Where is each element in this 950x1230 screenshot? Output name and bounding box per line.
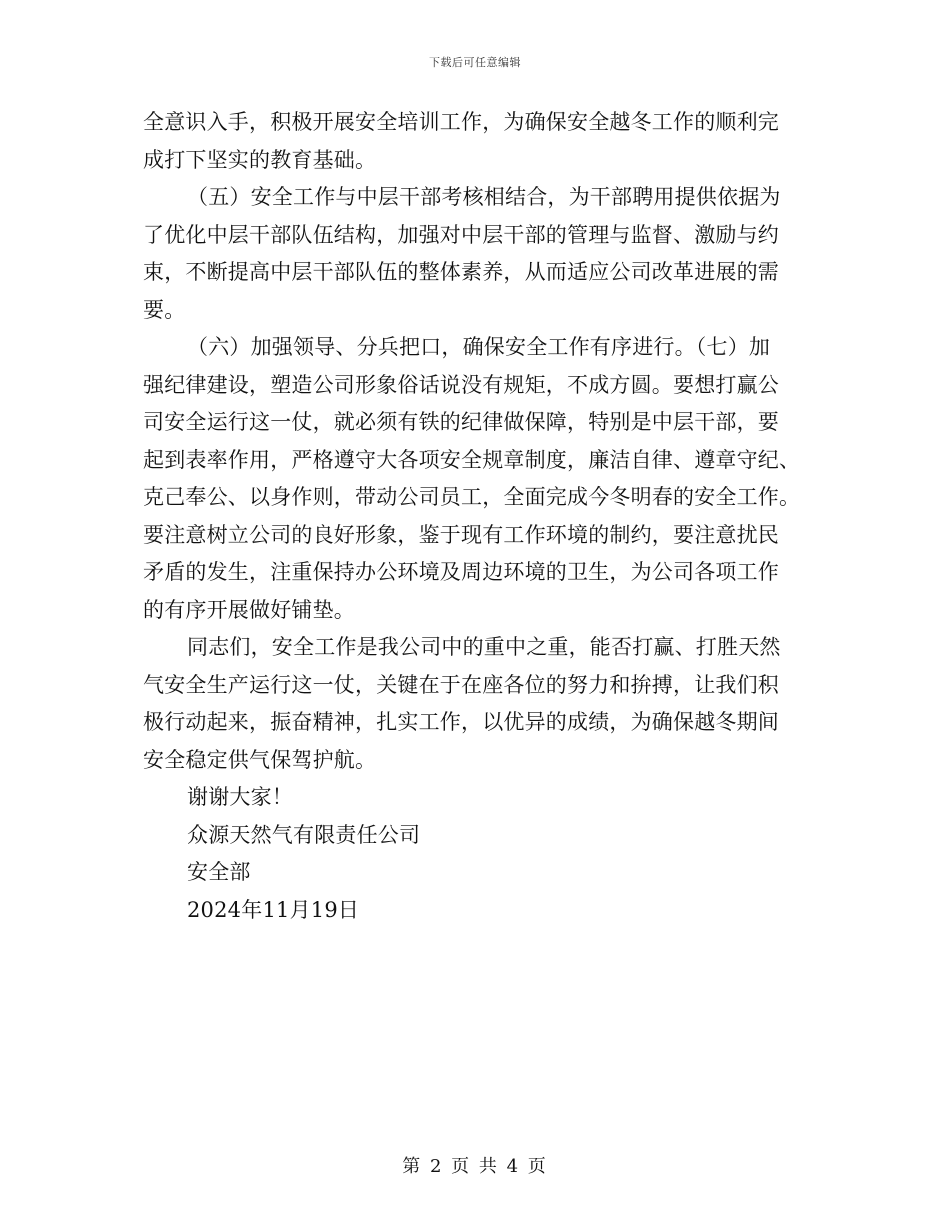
paragraph-start-line: （五）安全工作与中层干部考核相结合，为干部聘用提供依据为 (187, 185, 781, 209)
body-line: 克己奉公、以身作则，带动公司员工，全面完成今冬明春的安全工作。 (143, 485, 801, 509)
body-line: 束，不断提高中层干部队伍的整体素养，从而适应公司改革进展的需 (143, 260, 779, 284)
page-number: 第 2 页 共 4 页 (402, 1156, 548, 1177)
body-line: 要。 (143, 297, 186, 322)
company-name: 众源天然气有限责任公司 (187, 822, 421, 847)
paragraph-start-line: 同志们，安全工作是我公司中的重中之重，能否打赢、打胜天然 (187, 635, 781, 659)
body-line: 起到表率作用，严格遵守大各项安全规章制度，廉洁自律、遵章守纪、 (143, 447, 801, 472)
closing-thanks: 谢谢大家！ (187, 785, 293, 809)
body-line: 了优化中层干部队伍结构，加强对中层干部的管理与监督、激励与约 (143, 222, 779, 247)
body-line: 气安全生产运行这一仗，关键在于在座各位的努力和拚搏，让我们积 (143, 672, 779, 697)
department-name: 安全部 (187, 860, 251, 884)
paragraph-start-line: （六）加强领导、分兵把口，确保安全工作有序进行。（七）加 (187, 335, 771, 359)
body-line: 成打下坚实的教育基础。 (143, 147, 377, 172)
body-line: 的有序开展做好铺垫。 (143, 597, 355, 622)
body-line: 强纪律建设，塑造公司形象俗话说没有规矩，不成方圆。要想打赢公 (143, 372, 779, 397)
document-body (143, 104, 799, 929)
page-header: 下载后可任意编辑 (429, 56, 521, 69)
body-line: 极行动起来，振奋精神，扎实工作，以优异的成绩，为确保越冬期间 (143, 710, 779, 734)
document-date: 2024年11月19日 (187, 897, 360, 922)
body-line: 安全稳定供气保驾护航。 (143, 747, 377, 772)
body-line: 矛盾的发生，注重保持办公环境及周边环境的卫生，为公司各项工作 (143, 560, 779, 584)
body-line: 全意识入手，积极开展安全培训工作，为确保安全越冬工作的顺利完 (143, 110, 779, 134)
body-line: 司安全运行这一仗，就必须有铁的纪律做保障，特别是中层干部，要 (143, 410, 779, 434)
body-line: 要注意树立公司的良好形象，鉴于现有工作环境的制约，要注意扰民 (143, 522, 779, 547)
